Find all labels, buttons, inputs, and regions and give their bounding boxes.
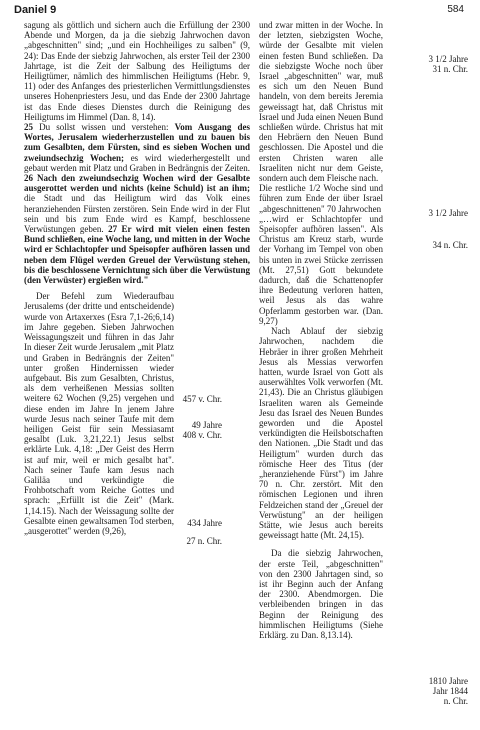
margin-note: 434 Jahre	[187, 518, 222, 528]
verse-27-bold: Er wird mit vielen einen festen Bund schließen, eine Woche lang, und mitten in der Woche wird er Schlachtopfer und Speisopfer aufhören lassen und neben dem Flügel werden Greuel der Verwüstung stehen, bis die beschlossene Vernichtung sich über die Verwüstung (den Verwüster) ergießen wird."	[24, 224, 251, 286]
margin-note: 408 v. Chr.	[182, 430, 222, 440]
verse-26-plain: die Stadt und das Heiligtum wird das Volk eines heranziehenden Fürsten zerstören. Sein Ende wird in der Flut sein und bis zum Ende wird es Kampf, beschlossene Verwüstungen geben.	[24, 193, 250, 235]
commentary-right-5: Da die siebzig Jahrwochen, der erste Teil, „abgeschnitten" von den 2300 Jahrtagen sind, so ist ihr Beginn auch der Anfang der 2300. Abendmorgen. Die verbleibenden bringen in das Beginn der Reinigung des himmlischen Heiligtums (Siehe Erklärg. zu Dan. 8,13.14).	[259, 548, 383, 640]
right-column	[259, 20, 383, 640]
margin-note: 27 n. Chr.	[186, 536, 222, 546]
page-header	[14, 4, 466, 20]
margin-note: 3 1/2 Jahre	[428, 208, 468, 218]
verse-27-number: 27	[108, 224, 118, 235]
commentary-right-4: Nach Ablauf der siebzig Jahrwochen, nachdem die Hebräer in ihrer großen Mehrheit Jesus als Messias verworfen hatten, wurde Israel von Gott als auserwähltes Volk verworfen (Mt. 21,43). Die an Christus gläubigen Israeliten waren als Gemeinde Jesu das Israel des Neuen Bundes geworden und die Apostel verkündigten die Heilsbotschaften den Nationen. „Die Stadt und das Heiligtum" wurden durch das römische Heer des Titus (der „heranziehende Fürst") im Jahre 70 n. Chr. zerstört. Mit den römischen Legionen und ihren Feldzeichen stand der „Greuel der Verwüstung" an der heiligen Stätte, wie Jesus auch bereits geweissagt hatte (Mt. 24,15).	[259, 326, 383, 541]
verse-25-bold: Vom Ausgang des Wortes, Jerusalem wiederherzustellen und zu bauen bis zum Gesalbten, dem Fürsten, sind es sieben Wochen und zweiundsechzig Wochen;	[24, 122, 250, 163]
verse-25-number: 25	[24, 122, 33, 133]
page-title: Daniel 9	[14, 4, 57, 16]
commentary-right-3: „…wird er Schlachtopfer und Speisopfer aufhören lassen". Als Christus am Kreuz starb, wurde der Vorhang im Tempel von oben bis unten in zwei Stücke zerrissen (Mt. 27,51) Gott bekundete dadurch, daß die Schattenopfer ihre Bedeutung verloren hatten, weil Jesus als das wahre Opferlamm gestorben war. (Dan. 9,27)	[259, 213, 383, 326]
margin-note: 1810 Jahre	[428, 676, 468, 686]
margin-note: 49 Jahre	[191, 420, 222, 430]
left-column	[24, 20, 250, 536]
commentary-right-2: Die restliche 1/2 Woche sind und führen zum Ende der über Israel „abgeschnittenen" 70 Jahrwochen	[259, 183, 383, 214]
verse-26-bold: Nach den zweiundsechzig Wochen wird der Gesalbte ausgerottet werden und nichts (keine Schuld) ist an ihm;	[24, 173, 250, 194]
page-number: 584	[447, 4, 464, 15]
margin-note: 34 n. Chr.	[432, 240, 468, 250]
margin-note: 3 1/2 Jahre	[428, 54, 468, 64]
verse-25-intro: Du sollst wissen und verstehen:	[39, 122, 169, 133]
commentary-right-1: und zwar mitten in der Woche. In der letzten, siebzigsten Woche, würde der Gesalbte mit vielen einen festen Bund schließen. Da die siebzigste Woche noch über Israel „abgeschnitten" war, muß es sich um den Neuen Bund handeln, von dem bereits Jeremia geweissagt hat, daß Christus mit Israel und Juda einen Neuen Bund schließen würde. Christus hat mit den Hebräern den Neuen Bund geschlossen. Die Apostel und die ersten Christen waren alle Israeliten nicht nur dem Geiste, sondern auch dem Fleische nach.	[259, 20, 383, 184]
margin-note: n. Chr.	[443, 696, 468, 706]
verse-26-number: 26	[24, 173, 33, 184]
margin-note: Jahr 1844	[432, 686, 468, 696]
commentary-left: Der Befehl zum Wiederaufbau Jerusalems (der dritte und entscheidende) wurde von Artaxerxes (Esra 7,1-26;6,14) im Jahre gegeben. Sieben Jahrwochen Weissagungszeit und führen in das Jahr In dieser Zeit wurde Jerusalem „mit Platz und Graben in Bedrängnis der Zeiten" unter großen Hindernissen wieder aufgebaut. Bis zum Gesalbten, Christus, als dem verheißenen Messias sollten weitere 62 Wochen (9,25) vergehen und diese enden im Jahre In jenem Jahre wurde Jesus nach seiner Taufe mit dem heiligen Geist für sein Messiasamt gesalbt (Luk. 3,21,22.1) Jesus selbst erklärte Luk. 4,18: „Der Geist des Herrn ist auf mir, weil er mich gesalbt hat". Nach seiner Taufe kam Jesus nach Galiläa und verkündigte die Frohbotschaft vom Reiche Gottes und sprach: „Erfüllt ist die Zeit" (Mark. 1,14.15). Nach der Weissagung sollte der Gesalbte einen gewaltsamen Tod sterben, „ausgerottet" werden (9,26),	[24, 291, 174, 536]
margin-note: 31 n. Chr.	[432, 64, 468, 74]
verse-24-continuation: sagung als göttlich und sichern auch die Erfüllung der 2300 Abende und Morgen, da ja die siebzig Jahrwochen davon „abgeschnitten" sind; „und ein Hochheiliges zu salben" (9, 24): Das Ende der siebzig Jahrwochen, als erster Teil der 2300 Jahrtage, ist die Zeit der Salbung des Heiligtums der Heiligtümer, nämlich des himmlischen Heiligtums (Hebr. 9, 11) oder des Anfanges des priesterlichen Vermittlungsdienstes unseres Hohenpriesters Jesu, und das Ende der 2300 Jahrtage ist das Ende dieses Dienstes durch die Reinigung des Heiligtums im Himmel (Dan. 8, 14).	[24, 20, 250, 122]
margin-note: 457 v. Chr.	[182, 394, 222, 404]
verses-25-27	[24, 122, 250, 285]
verse-25-plain: es wird wiederhergestellt und gebaut werden mit Platz und Graben in Bedrängnis der Zeiten.	[24, 152, 250, 173]
